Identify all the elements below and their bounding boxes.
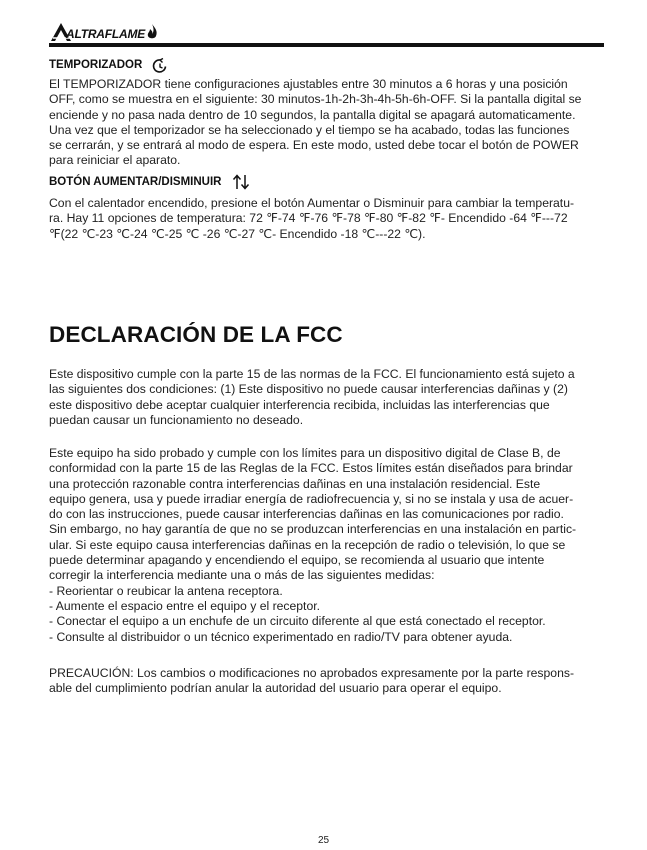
list-item: - Conectar el equipo a un enchufe de un circuito diferente al que está conectado el receptor. (49, 614, 546, 629)
text-line: este dispositivo debe aceptar cualquier interferencia recibida, incluidas las interferencias que (49, 397, 550, 412)
boton-heading (49, 174, 250, 190)
brand-logo (50, 20, 158, 42)
text-line: ℉(22 ℃-23 ℃-24 ℃-25 ℃ -26 ℃-27 ℃- Encendido -18 ℃---22 ℃). (49, 226, 426, 241)
text-line: Este dispositivo cumple con la parte 15 de las normas de la FCC. El funcionamiento está sujeto a (49, 367, 575, 381)
text-line: una protección razonable contra interferencias dañinas en una instalación residencial. Este (49, 476, 541, 491)
boton-paragraph (49, 196, 605, 242)
text-line: Una vez que el temporizador se ha seleccionado y el tiempo se ha acabado, todas las funciones (49, 122, 570, 137)
temporizador-heading-text: TEMPORIZADOR (49, 59, 143, 71)
temporizador-paragraph (49, 77, 605, 169)
page-number: 25 (317, 835, 330, 846)
text-line: El TEMPORIZADOR tiene configuraciones ajustables entre 30 minutos a 6 horas y una posición (49, 77, 568, 91)
fcc-paragraph-1 (49, 367, 605, 428)
text-line: enciende y no pasa nada dentro de 10 segundos, la pantalla digital se apagará automaticamente. (49, 107, 576, 122)
text-line: OFF, como se muestra en el siguiente: 30 minutos-1h-2h-3h-4h-5h-6h-OFF. Si la pantalla digital se (49, 92, 582, 107)
text-line: able del cumplimiento podrían anular la autoridad del usuario para operar el equipo. (49, 681, 502, 696)
text-line: Sin embargo, no hay garantía de que no se produzcan interferencias en una instalación en partic- (49, 522, 577, 537)
list-item: - Aumente el espacio entre el equipo y el receptor. (49, 598, 320, 613)
boton-heading-text: BOTÓN AUMENTAR/DISMINUIR (49, 176, 222, 188)
text-line: corregir la interferencia mediante una o más de las siguientes medidas: (49, 568, 435, 583)
text-line: las siguientes dos condiciones: (1) Este dispositivo no puede causar interferencias dañinas y (2) (49, 382, 568, 397)
text-line: para reiniciar el aparato. (49, 153, 181, 168)
flame-icon (146, 24, 158, 40)
fcc-title: DECLARACIÓN DE LA FCC (49, 322, 343, 347)
fcc-caution-paragraph (49, 666, 605, 697)
fcc-paragraph-2 (49, 446, 605, 645)
text-line: puedan causar un funcionamiento no deseado. (49, 412, 304, 427)
temporizador-heading (49, 57, 168, 73)
text-line: ular. Si este equipo causa interferencias dañinas en la recepción de radio o televisión, lo que se (49, 537, 566, 552)
brand-name: ALTRAFLAME (66, 27, 146, 41)
list-item: - Consulte al distribuidor o un técnico experimentado en radio/TV para obtener ayuda. (49, 629, 513, 644)
up-down-arrows-icon (232, 174, 250, 190)
text-line: conformidad con la parte 15 de las Reglas de la FCC. Estos límites están diseñados para brindar (49, 461, 573, 476)
header-rule (49, 43, 604, 47)
text-line: equipo genera, usa y puede irradiar energía de radiofrecuencia y, si no se instala y usa de acuer- (49, 491, 574, 506)
text-line: Este equipo ha sido probado y cumple con los límites para un dispositivo digital de Clase B, de (49, 446, 561, 460)
text-line: ra. Hay 11 opciones de temperatura: 72 ℉-74 ℉-76 ℉-78 ℉-80 ℉-82 ℉- Encendido -64 ℉---72 (49, 211, 568, 226)
text-line: puede determinar apagando y encendiendo el equipo, se recomienda al usuario que intente (49, 553, 545, 568)
list-item: - Reorientar o reubicar la antena receptora. (49, 583, 283, 598)
text-line: PRECAUCIÓN: Los cambios o modificaciones no aprobados expresamente por la parte respons- (49, 666, 574, 680)
text-line: se cerrarán, y se entrará al modo de espera. En este modo, usted debe tocar el botón de POWER (49, 138, 579, 153)
text-line: Con el calentador encendido, presione el botón Aumentar o Disminuir para cambiar la temperatu- (49, 196, 575, 210)
text-line: do con las instrucciones, puede causar interferencias dañinas en las comunicaciones por radio. (49, 507, 564, 522)
timer-icon (152, 57, 168, 73)
